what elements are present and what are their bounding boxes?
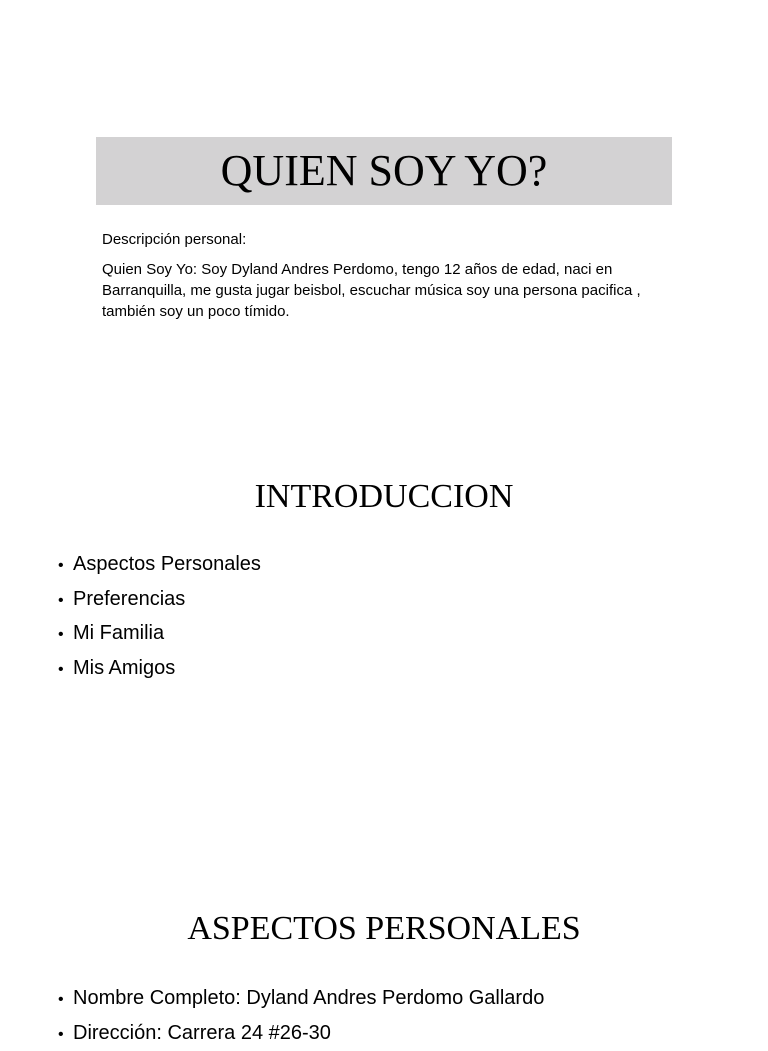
list-item-label: Aspectos Personales — [73, 548, 261, 581]
bullet-icon: • — [58, 1019, 73, 1051]
bullet-list — [58, 982, 544, 1051]
list-item-label: Mi Familia — [73, 617, 164, 650]
title-banner — [96, 137, 672, 205]
bullet-icon: • — [58, 550, 73, 583]
slide-title: QUIEN SOY YO? — [221, 149, 548, 193]
list-item — [58, 652, 261, 687]
slide-introduccion — [0, 432, 768, 864]
bullet-icon: • — [58, 619, 73, 652]
list-item — [58, 982, 544, 1017]
bullet-icon: • — [58, 654, 73, 687]
list-item-label: Preferencias — [73, 583, 185, 616]
slide-title: INTRODUCCION — [0, 480, 768, 514]
list-item — [58, 583, 261, 618]
list-item — [58, 1017, 544, 1051]
list-item-label: Mis Amigos — [73, 652, 175, 685]
bullet-icon: • — [58, 585, 73, 618]
slide-aspectos-personales — [0, 864, 768, 1024]
description-body: Quien Soy Yo: Soy Dyland Andres Perdomo, tengo 12 años de edad, naci en Barranquilla, me gusta jugar beisbol, escuchar música soy una persona pacifica , también soy un poco tímido. — [102, 259, 670, 322]
list-item — [58, 548, 261, 583]
slide-quien-soy-yo — [0, 0, 768, 432]
list-item-label: Dirección: Carrera 24 #26-30 — [73, 1017, 331, 1050]
bullet-icon: • — [58, 984, 73, 1017]
bullet-list — [58, 548, 261, 686]
slide-title: ASPECTOS PERSONALES — [0, 912, 768, 946]
list-item-label: Nombre Completo: Dyland Andres Perdomo Gallardo — [73, 982, 544, 1015]
list-item — [58, 617, 261, 652]
description-label: Descripción personal: — [102, 230, 246, 250]
